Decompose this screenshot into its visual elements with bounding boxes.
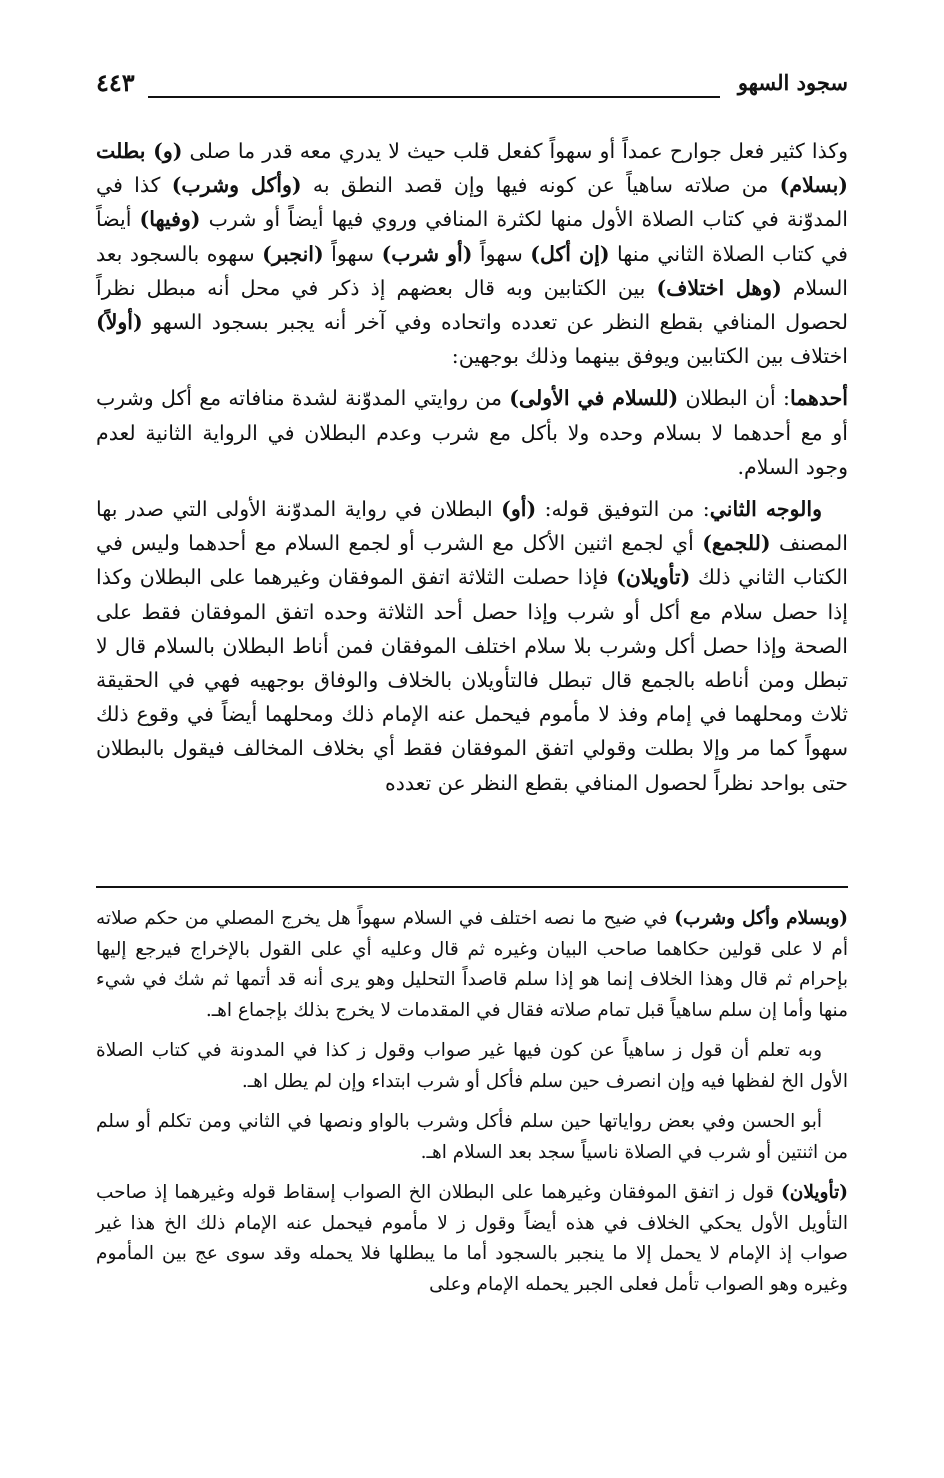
text-run: سهواً [472,241,531,266]
text-run: أيضاً في كتاب الصلاة الثاني منها [96,207,848,266]
footnote-2: وبه تعلم أن قول ز ساهياً عن كون فيها غير صواب وقول ز كذا في المدونة في كتاب الصلاة الأول الخ لفظها فيه وإن انصرف حين سلم فأكل أو شرب ابتداء وإن لم يطل اهـ. [96,1040,848,1092]
bold-run: (للسلام في الأولى) [509,386,679,411]
text-run: أي لجمع اثنين الأكل مع الشرب أو لجمع السلام مع أحدهما وليس في الكتاب الثاني ذلك [96,531,848,590]
bold-run: (و) بطلت (بسلام) [96,139,848,198]
bold-run: (للجمع) [702,531,771,556]
text-run: من روايتي المدوّنة لشدة منافاته مع أكل وشرب أو مع أحدهما لا بسلام وحده ولا بأكل مع شرب وعدم البطلان في الرواية الثانية لعدم وجود السلام. [96,386,848,479]
text-run: قول ز اتفق الموفقان وغيرهما على البطلان الخ الصواب إسقاط قوله وغيرهما إذ صاحب التأويل الأول يحكي الخلاف في هذه أيضاً وقول ز لا مأموم فيحمل عنه الإمام ذلك الخ هذا غير صواب إذ الإمام لا يحمل إلا ما ينجبر بالسجود أما ما يبطلها فلا يحمله وقد سوى عج بين المأموم وغيره وهو الصواب تأمل فعلى الجبر يحمله الإمام وعلى [96,1182,848,1295]
bold-run: (أولاً) [96,310,143,335]
text-run: اختلاف بين الكتابين ويوفق بينهما وذلك بوجهين: [451,344,848,369]
text-run: : من التوفيق قوله: [536,497,710,522]
footnote-separator [96,886,848,888]
bold-run: (تأويلان) [616,565,691,590]
footnote-1 [96,904,848,1026]
bold-run: (وهل اختلاف) [656,275,782,300]
footnotes [96,904,848,1300]
footnote-3: أبو الحسن وفي بعض رواياتها حين سلم فأكل وشرب بالواو ونصها في الثاني ومن تكلم أو سلم من اثنتين أو شرب في الصلاة ناسياً سجد بعد السلام اهـ. [96,1111,848,1163]
bold-run: (وأكل وشرب) [171,173,302,198]
bold-run: (إن أكل) [530,241,610,266]
main-paragraph-3 [96,492,848,800]
running-title: سجود السهو [737,70,848,95]
text-run: سهواً [323,241,382,266]
page-number: ٤٤٣ [96,68,135,97]
bold-run: والوجه الثاني [709,497,822,522]
bold-run: أحدهما [789,386,848,411]
text-run: بين الكتابين وبه قال بعضهم إذ ذكر في محل أنه مبطل نظراً لحصول المنافي بقطع النظر عن تعدده واتحاده وفي آخر أنه يجبر بسجود السهو [96,275,848,335]
bold-run: (تأويلان) [781,1182,848,1203]
text-run: كذا في المدوّنة في كتاب الصلاة الأول منها لكثرة المنافي وروي فيها أيضاً أو شرب [96,173,848,232]
text-run: فإذا حصلت الثلاثة اتفق الموفقان وغيرهما على البطلان وكذا إذا حصل سلام مع أكل أو شرب وإذا حصل أحد الثلاثة وحده اتفق الموفقان فقط على الصحة وإذا حصل أكل وشرب بلا سلام اختلف الموفقان فمن أناط البطلان بالسلام قال لا تبطل ومن أناطه بالجمع قال تبطل فالتأويلان بالخلاف والوفاق بوجهيه فهي في الحقيقة ثلاث ومحلهما في إمام وفذ لا مأموم فيحمل عنه الإمام ذلك ومحلهما أيضاً في وقوع ذلك سهواً كما مر وإلا بطلت وقولي اتفق الموفقان فقط أي بخلاف المخالف فيقول بالبطلان حتى بواحد نظراً لحصول المنافي بقطع النظر عن تعدده [96,565,848,795]
main-paragraph-2 [96,381,848,484]
text-run: : أن البطلان [678,386,790,411]
page-header [96,66,848,106]
bold-run: (وبسلام وأكل وشرب) [674,908,849,929]
book-page [96,66,849,1295]
bold-run: (أو شرب) [381,241,473,266]
footnote-4 [96,1178,848,1300]
text-run: من صلاته ساهياً عن كونه فيها وإن قصد النطق به [301,173,780,198]
main-paragraph-1 [96,134,848,373]
bold-run: (أو) [501,497,537,522]
main-text [96,134,848,800]
header-rule [148,96,720,98]
text-run: البطلان في رواية المدوّنة الأولى التي صدر بها المصنف [96,497,848,556]
bold-run: (وفيها) [139,207,201,232]
text-run: سهوه بالسجود بعد السلام [96,241,849,300]
bold-run: (انجبر) [262,241,324,266]
text-run: في ضيح ما نصه اختلف في السلام سهواً هل يخرج المصلي من حكم صلاته أم لا على قولين حكاهما صاحب البيان وغيره ثم قال وعليه أي على القول بالإخراج فيرجع إليها بإحرام ثم قال وهذا الخلاف إنما هو إذا سلم قاصداً التحليل وهو يرى أنه قد أتمها ثم شك في شيء منها وأما إن سلم ساهياً قبل تمام صلاته فقال في المقدمات لا يخرج بذلك بإجماع اهـ. [96,908,848,1021]
text-run: وكذا كثير فعل جوارح عمداً أو سهواً كفعل قلب حيث لا يدري معه قدر ما صلى [182,139,848,163]
